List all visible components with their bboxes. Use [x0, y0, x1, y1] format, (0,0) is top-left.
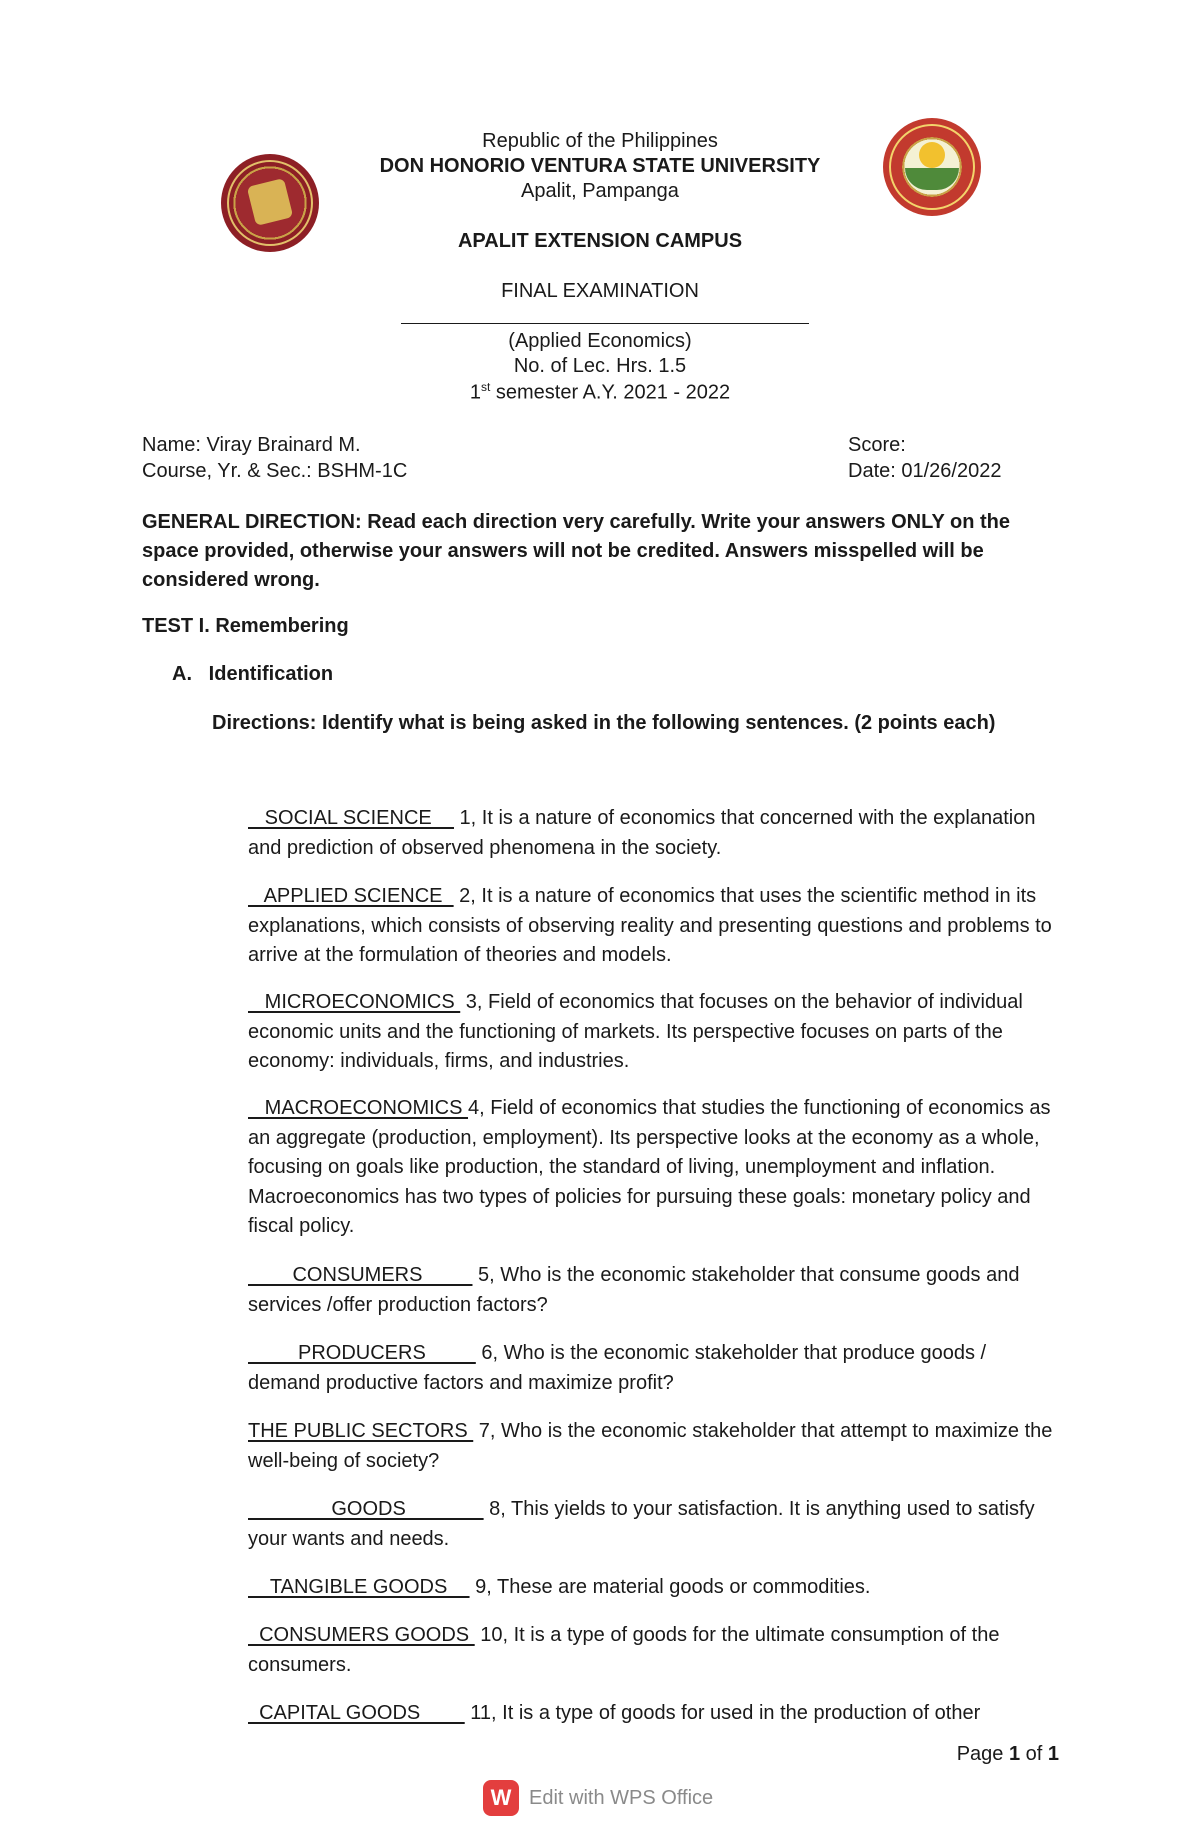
- section-title: A. Identification: [172, 663, 334, 685]
- semester-line: 1st semester A.Y. 2021 - 2022: [469, 380, 731, 404]
- question-text: 10, It is a type of goods for the ultimate consumption of the consumers.: [248, 1624, 1000, 1676]
- question-text: 4, Field of economics that studies the functioning of economics as an aggregate (production, employment). Its perspective looks at the economy as a whole, focusing on goals like production, the standard of living, unemployment and inflation. Macroeconomics has two types of policies for pursuing these goals: monetary policy and fiscal policy.: [248, 1097, 1051, 1237]
- score-label: Score:: [848, 434, 906, 456]
- test-title: TEST I. Remembering: [142, 615, 349, 637]
- question-text: 1, It is a nature of economics that concerned with the explanation and prediction of observed phenomena in the society.: [248, 807, 1036, 859]
- subject-line: (Applied Economics): [508, 330, 692, 352]
- university-name: DON HONORIO VENTURA STATE UNIVERSITY: [379, 155, 821, 177]
- answer-blank: SOCIAL SCIENCE: [248, 807, 454, 829]
- student-name: Name: Viray Brainard M.: [142, 434, 361, 456]
- question-item: [248, 1094, 1058, 1242]
- exam-title: FINAL EXAMINATION: [501, 280, 699, 302]
- lec-hours: No. of Lec. Hrs. 1.5: [513, 355, 687, 377]
- directions-text: Directions: Identify what is being asked in the following sentences. (2 points each): [212, 712, 996, 734]
- question-text: 6, Who is the economic stakeholder that produce goods / demand productive factors and maximize profit?: [248, 1342, 987, 1394]
- title-divider: [401, 323, 809, 324]
- student-course: Course, Yr. & Sec.: BSHM-1C: [142, 460, 408, 482]
- general-direction: GENERAL DIRECTION: Read each direction very carefully. Write your answers ONLY on the space provided, otherwise your answers will not be credited. Answers misspelled will be considered wrong.: [142, 511, 1011, 591]
- question-text: 8, This yields to your satisfaction. It is anything used to satisfy your wants and needs.: [248, 1498, 1035, 1550]
- page-number: Page 1 of 1: [956, 1743, 1059, 1765]
- question-text: 5, Who is the economic stakeholder that consume goods and services /offer production factors?: [248, 1264, 1020, 1316]
- location-line: Apalit, Pampanga: [521, 180, 679, 202]
- question-item: [248, 804, 1058, 863]
- answer-blank: TANGIBLE GOODS: [248, 1576, 470, 1598]
- question-item: [248, 1261, 1058, 1320]
- question-item: [248, 882, 1058, 971]
- answer-blank: CONSUMERS GOODS: [248, 1624, 475, 1646]
- question-item: [248, 1573, 1058, 1603]
- answer-blank: CAPITAL GOODS: [248, 1702, 465, 1724]
- answer-blank: THE PUBLIC SECTORS: [248, 1420, 474, 1442]
- answer-blank: MICROECONOMICS: [248, 991, 461, 1013]
- answer-blank: APPLIED SCIENCE: [248, 885, 454, 907]
- question-text: 3, Field of economics that focuses on the behavior of individual economic units and the functioning of markets. Its perspective focuses on parts of the economy: individuals, firms, and industries.: [248, 991, 1023, 1072]
- campus-name: APALIT EXTENSION CAMPUS: [457, 230, 743, 252]
- wps-office-icon: W: [483, 1780, 519, 1816]
- answer-blank: PRODUCERS: [248, 1342, 476, 1364]
- question-item: [248, 1495, 1058, 1554]
- exam-date: Date: 01/26/2022: [848, 460, 1002, 482]
- answer-blank: GOODS: [248, 1498, 484, 1520]
- republic-line: Republic of the Philippines: [482, 130, 718, 152]
- question-text: 2, It is a nature of economics that uses the scientific method in its explanations, which consists of observing reality and presenting questions and problems to arrive at the formulation of theories and models.: [248, 885, 1052, 966]
- question-item: [248, 1621, 1058, 1680]
- question-text: 9, These are material goods or commodities.: [469, 1576, 871, 1598]
- answer-blank: MACROECONOMICS: [248, 1097, 469, 1119]
- question-item: [248, 1339, 1058, 1398]
- question-item: [248, 988, 1058, 1077]
- question-text: 11, It is a type of goods for used in the production of other: [464, 1702, 981, 1724]
- question-item: [248, 1417, 1058, 1476]
- wps-edit-link[interactable]: [483, 1780, 713, 1816]
- wps-edit-label: Edit with WPS Office: [529, 1786, 714, 1809]
- question-text: 7, Who is the economic stakeholder that attempt to maximize the well-being of society?: [248, 1420, 1053, 1472]
- question-item: [248, 1699, 1058, 1729]
- answer-blank: CONSUMERS: [248, 1264, 473, 1286]
